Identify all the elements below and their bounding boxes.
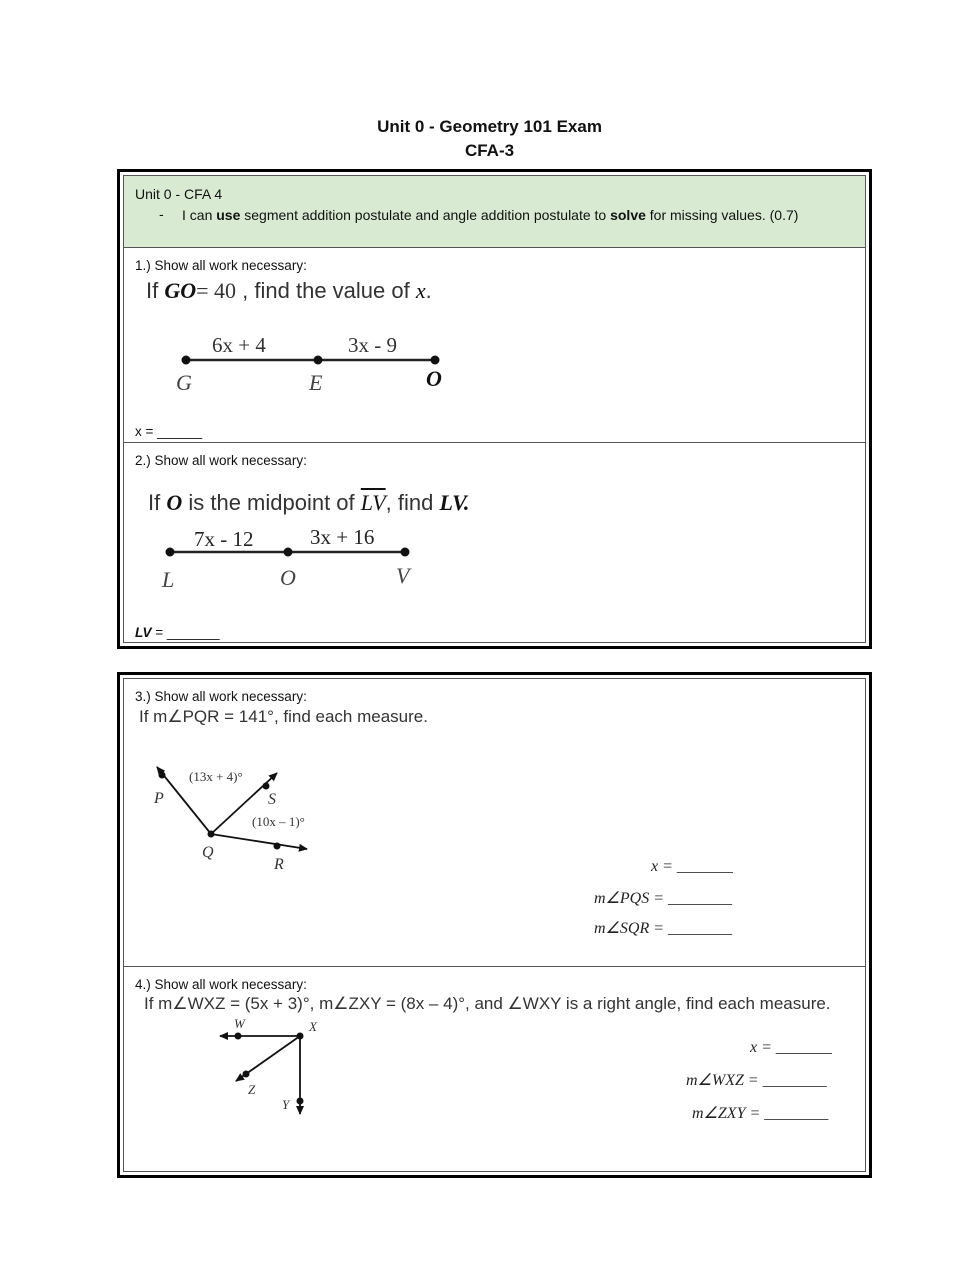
section-1-frame [117,169,872,649]
objective-text: I can use segment addition postulate and angle addition postulate to solve for missing values. (0.7) [182,207,799,223]
label-g: G [176,370,192,395]
label-y: Y [282,1097,290,1112]
q4-answer-wxz: m∠WXZ = ________ [686,1072,827,1089]
label-lo: 7x - 12 [194,527,254,551]
label-ge: 6x + 4 [212,333,266,357]
point-v [401,548,410,557]
label-z: Z [248,1082,256,1097]
q3-answer-sqr: m∠SQR = ________ [594,920,733,937]
label-ov: 3x + 16 [310,525,375,549]
label-p: P [154,790,164,807]
point-g [182,356,191,365]
label-o: O [280,565,296,590]
label-x: X [309,1019,317,1034]
q3-problem: If m∠PQR = 141°, find each measure. [139,707,428,726]
label-e: E [309,370,323,395]
point-o2 [284,548,293,557]
q2-answer: LV = _______ [135,625,220,640]
objective-bullet: - [159,206,164,222]
q2-problem: If O is the midpoint of $\overline{LV}$, find LV. [148,490,470,515]
label-q: Q [202,844,214,861]
vertex-x [297,1033,304,1040]
section-1-table [123,175,866,643]
q3-answer-x: x = _______ [651,858,733,875]
label-angle-top: (13x + 4)° [189,769,243,784]
question-2 [124,443,865,648]
label-v: V [396,563,410,588]
point-o [431,356,440,365]
q3-prompt: 3.) Show all work necessary: [135,689,307,704]
ray-qr [211,834,307,849]
q4-problem: If m∠WXZ = (5x + 3)°, m∠ZXY = (8x – 4)°, and ∠WXY is a right angle, find each measure. [144,994,831,1013]
objective-unit: Unit 0 - CFA 4 [135,186,223,202]
question-4 [124,967,865,1173]
q3-answer-pqs: m∠PQS = ________ [594,890,733,907]
q1-answer: x = ______ [135,424,203,439]
label-r: R [274,856,284,873]
label-s: S [268,791,276,808]
question-3 [124,679,865,967]
q1-problem: If GO= 40 , find the value of x. [146,278,432,303]
objective-header [124,176,865,248]
label-o: O [426,366,442,391]
point-e [314,356,323,365]
label-w: W [234,1016,245,1031]
q4-answer-zxy: m∠ZXY = ________ [692,1105,829,1122]
q4-prompt: 4.) Show all work necessary: [135,977,307,992]
question-1 [124,248,865,443]
point-y [297,1098,304,1105]
q2-segment-diagram [154,527,454,607]
label-l: L [162,567,175,592]
vertex-q [208,831,215,838]
point-z [243,1071,250,1078]
exam-title: Unit 0 - Geometry 101 Exam [377,117,602,136]
point-l [166,548,175,557]
point-p [159,772,166,779]
exam-subtitle: CFA-3 [464,141,515,160]
point-s [263,783,270,790]
q1-segment-diagram [164,328,484,408]
label-eo: 3x - 9 [348,333,397,357]
label-angle-bottom: (10x – 1)° [252,814,305,829]
point-r [274,843,281,850]
q4-answer-x: x = _______ [750,1039,832,1056]
q3-angle-diagram [149,761,349,881]
section-2-frame [117,672,872,1178]
q1-prompt: 1.) Show all work necessary: [135,258,307,273]
q2-prompt: 2.) Show all work necessary: [135,453,307,468]
section-2-table [123,678,866,1172]
q4-angle-diagram [214,1016,374,1132]
point-w [235,1033,242,1040]
